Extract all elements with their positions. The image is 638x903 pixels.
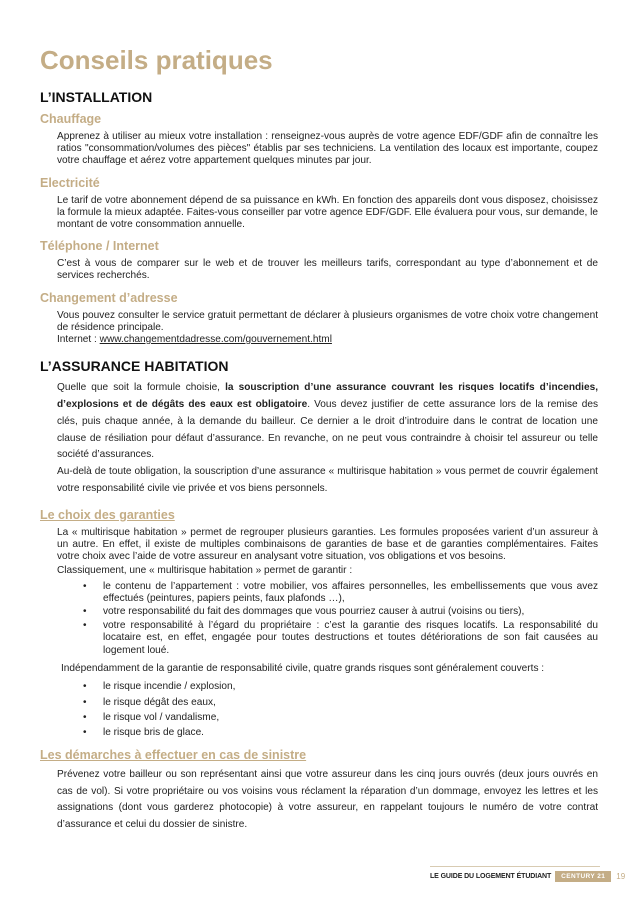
subsection-sinistre	[57, 767, 598, 834]
subsection-telephone-title: Téléphone / Internet	[40, 239, 159, 254]
changement-adresse-link[interactable]: www.changementdadresse.com/gouvernement.html	[99, 334, 332, 346]
assurance-p1-start: Quelle que soit la formule choisie,	[57, 382, 226, 394]
footer-guide-title: LE GUIDE DU LOGEMENT ÉTUDIANT	[430, 872, 552, 880]
electricite-text: Le tarif de votre abonnement dépend de sa puissance en kWh. En fonction des appareils dont vous disposez, choisissez la formule la mieux adaptée. Faites-vous conseiller par votre agence EDF/GDF. Elle évaluera pour vous, sur demande, le montant de votre consommation annuelle.	[57, 194, 598, 231]
list-item: • le risque dégât des eaux,	[103, 697, 598, 709]
page-number: 19	[616, 871, 626, 881]
subsection-chauffage-title: Chauffage	[40, 112, 102, 126]
subsection-electricite-title: Electricité	[40, 175, 100, 190]
assurance-p1-end: . Vous devez justifier de cette assurance lors de la remise des clés, puis chaque année, à la demande du bailleur. Ce dernier a le droit d’introduire dans le contrat de location une clause de résiliation pour défaut d’assurance. En revanche, on ne peut vous contraindre à choisir tel assureur ou telle société d’assurances.	[57, 399, 598, 461]
assurance-p1-bold: la souscription d’une assurance couvrant les risques locatifs d’incendies, d’explosions et de dégâts des eaux est obligatoire	[57, 382, 599, 411]
garanties-paragraph-3: Indépendamment de la garantie de responsabilité civile, quatre grands risques sont généralement couverts :	[61, 663, 545, 675]
garanties-list	[57, 581, 598, 657]
list-item: • votre responsabilité à l’égard du propriétaire : c’est la garantie des risques locatifs. La responsabilité du locataire est, en effet, engagée pour toutes destructions et toutes détériorations de son fait causées au logement loué.	[103, 620, 598, 657]
chauffage-text: Apprenez à utiliser au mieux votre installation : renseignez-vous auprès de votre agence EDF/GDF afin de connaître les ratios "consommation/volumes des pièces" établis par ses techniciens. La ventilation des locaux est importante, coupez votre chauffage et aérez votre appartement quelques minutes par jour.	[57, 131, 598, 167]
subsection-garanties-title: Le choix des garanties	[40, 507, 175, 522]
assurance-paragraph-2: Au-delà de toute obligation, la souscription d’une assurance « multirisque habitation » vous permet de couvrir également votre responsabilité civile vie privée et vos biens personnels.	[57, 466, 598, 495]
section-installation-heading: L’INSTALLATION	[40, 89, 153, 105]
list-item: • le contenu de l’appartement : votre mobilier, vos affaires personnelles, les embellissements que vous avez effectués (peintures, papiers peints, faux plafonds …),	[103, 581, 598, 606]
telephone-text: C’est à vous de comparer sur le web et de trouver les meilleurs tarifs, correspondant au type d’abonnement et de services recherchés.	[57, 258, 598, 282]
list-item: • le risque bris de glace.	[103, 727, 598, 739]
garanties-paragraph-1: La « multirisque habitation » permet de regrouper plusieurs garanties. Les formules proposées varient d’un assureur à un autre. En effet, il existe de multiples combinaisons de garanties de base et de garanties complémentaires. Faites votre choix avec l’aide de votre assureur en analysant votre situation, vos obligations et vos besoins.	[57, 526, 598, 563]
list-item: • le risque vol / vandalisme,	[103, 712, 598, 724]
subsection-electricite	[57, 195, 598, 232]
sinistre-text: Prévenez votre bailleur ou son représentant ainsi que votre assureur dans les cinq jours ouvrés (deux jours ouvrés en cas de vol). Si votre propriétaire ou vos voisins vous réclament la réparation d’un dommage, envoyez les lettres et les assignations (dont vous garderez photocopie) à votre assureur, en rappelant toujours le numéro de votre contrat d’assurance et celui du dossier de sinistre.	[57, 768, 598, 831]
page-title: Conseils pratiques	[40, 45, 273, 75]
page-content	[40, 44, 598, 841]
risques-list	[57, 681, 598, 740]
list-item: • votre responsabilité du fait des dommages que vous pourriez causer à autrui (voisins ou tiers),	[103, 606, 598, 618]
page-footer	[430, 869, 625, 883]
assurance-body	[57, 380, 598, 498]
subsection-sinistre-title: Les démarches à effectuer en cas de sinistre	[40, 747, 307, 762]
assurance-paragraph-1	[57, 380, 598, 464]
adresse-link-prefix: Internet :	[57, 334, 100, 346]
list-item: • le risque incendie / explosion,	[103, 681, 598, 693]
subsection-adresse	[57, 310, 598, 347]
subsection-telephone	[57, 258, 598, 282]
subsection-chauffage	[57, 131, 598, 168]
adresse-text: Vous pouvez consulter le service gratuit permettant de déclarer à plusieurs organismes de votre choix votre changement de résidence principale.	[57, 309, 598, 333]
footer-divider	[430, 866, 600, 867]
section-assurance-heading: L’ASSURANCE HABITATION	[40, 358, 229, 375]
century21-logo: CENTURY 21	[555, 871, 611, 882]
subsection-adresse-title: Changement d’adresse	[40, 290, 178, 305]
garanties-paragraph-2: Classiquement, une « multirisque habitation » permet de garantir :	[57, 565, 353, 577]
adresse-link-line	[57, 334, 598, 346]
subsection-garanties	[57, 527, 598, 740]
